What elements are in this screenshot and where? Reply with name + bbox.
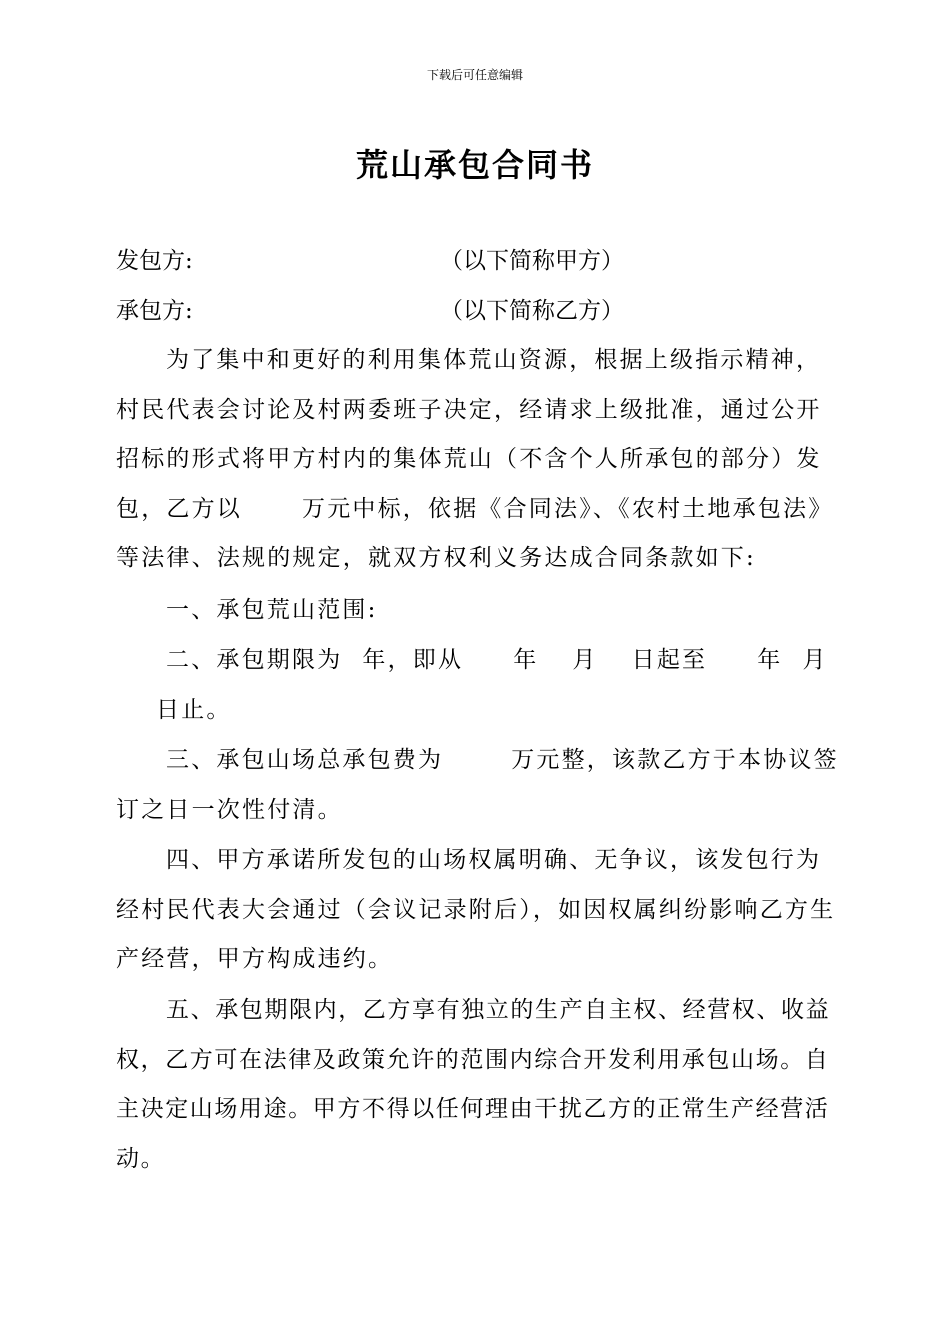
clause-2-part: 日起至: [631, 647, 708, 673]
clause-4: 四、甲方承诺所发包的山场权属明确、无争议，该发包行为经村民代表大会通过（会议记录附后），如因权属纠纷影响乙方生产经营，甲方构成违约。: [116, 847, 836, 973]
clause-2-part: 年: [513, 647, 539, 673]
contractor-line: [116, 296, 193, 326]
contractor-label: 承包方:: [116, 298, 193, 324]
clause-2-part: 日止。: [156, 696, 232, 723]
contractor-suffix: （以下简称乙方）: [440, 298, 624, 324]
clause-2-part: 年: [757, 647, 783, 673]
preamble-paragraph: [116, 336, 842, 584]
issuer-label: 发包方:: [116, 248, 193, 274]
document-title: 荒山承包合同书: [355, 146, 594, 184]
clause-2-part: 年，即从: [362, 647, 464, 673]
clause-2: [116, 636, 842, 735]
clause-2-part: 二、承包期限为: [166, 647, 343, 673]
header-note: 下载后可任意编辑: [426, 68, 523, 82]
clause-3: [116, 736, 842, 835]
preamble-tail: 万元中标，依据《合同法》、《农村土地承包法》等法律、法规的规定，就双方权利义务达成合同条款如下:: [116, 495, 834, 572]
clause-5: 五、承包期限内，乙方享有独立的生产自主权、经营权、收益权，乙方可在法律及政策允许的范围内综合开发利用承包山场。自主决定山场用途。甲方不得以任何理由干扰乙方的正常生产经营活动。: [116, 997, 831, 1172]
issuer-line: [116, 246, 193, 276]
clause-1: 一、承包荒山范围:: [166, 597, 378, 623]
clause-2-part: 月: [572, 647, 598, 673]
clause-3-part: 万元整，该款乙方于本协议签订之日一次性付清。: [116, 747, 839, 823]
issuer-suffix: （以下简称甲方）: [440, 248, 624, 274]
clause-3-part: 三、承包山场总承包费为: [166, 747, 444, 773]
preamble-text: 为了集中和更好的利用集体荒山资源，根据上级指示精神，村民代表会讨论及村两委班子决定，经请求上级批准，通过公开招标的形式将甲方村内的集体荒山（不含个人所承包的部分）发包，乙方以: [116, 347, 822, 522]
clause-2-part: 月: [802, 647, 828, 673]
